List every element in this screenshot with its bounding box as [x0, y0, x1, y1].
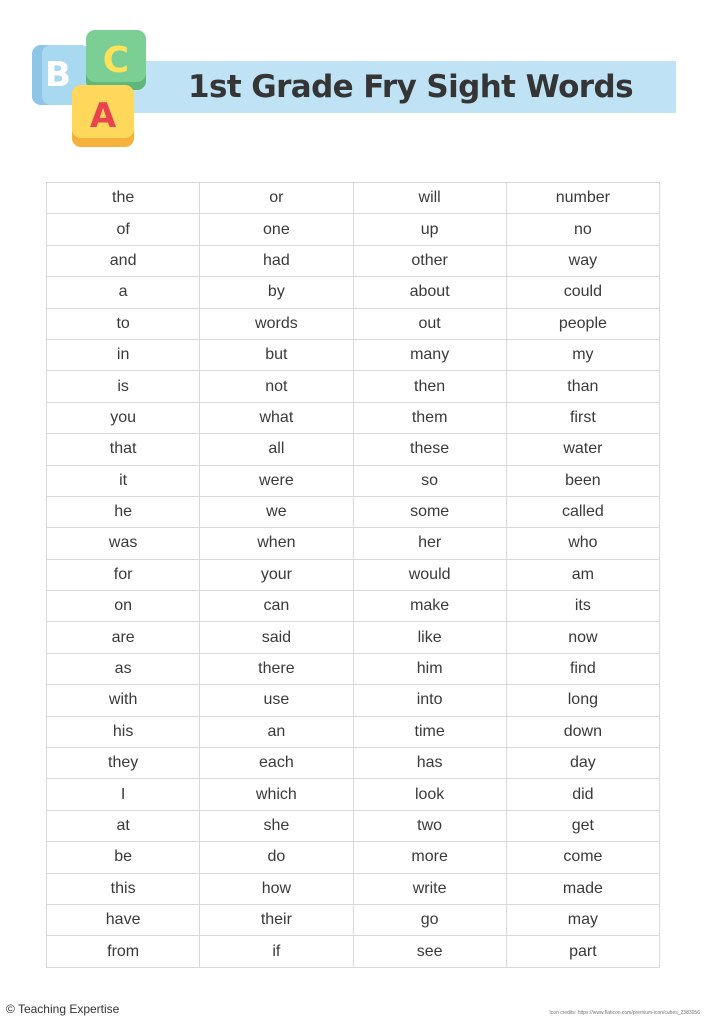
sight-word-cell: use: [200, 685, 353, 716]
table-row: [47, 402, 660, 433]
table-row: [47, 685, 660, 716]
sight-word-cell: number: [506, 183, 659, 214]
sight-word-cell: each: [200, 748, 353, 779]
sight-word-cell: when: [200, 528, 353, 559]
letter-a: A: [89, 96, 117, 136]
sight-word-cell: is: [47, 371, 200, 402]
page-title: 1st Grade Fry Sight Words: [188, 69, 633, 105]
letter-block-c-icon: [86, 30, 146, 90]
sight-word-cell: write: [353, 873, 506, 904]
sight-word-cell: go: [353, 904, 506, 935]
sight-word-cell: no: [506, 214, 659, 245]
sight-word-cell: what: [200, 402, 353, 433]
sight-word-cell: said: [200, 622, 353, 653]
table-row: [47, 339, 660, 370]
sight-word-cell: time: [353, 716, 506, 747]
sight-word-cell: other: [353, 245, 506, 276]
table-row: [47, 716, 660, 747]
table-row: [47, 748, 660, 779]
table-row: [47, 371, 660, 402]
table-row: [47, 465, 660, 496]
sight-word-cell: many: [353, 339, 506, 370]
table-row: [47, 904, 660, 935]
sight-word-cell: she: [200, 810, 353, 841]
sight-word-cell: can: [200, 591, 353, 622]
sight-word-cell: like: [353, 622, 506, 653]
sight-word-cell: or: [200, 183, 353, 214]
table-row: [47, 434, 660, 465]
sight-word-cell: day: [506, 748, 659, 779]
copyright-text: © Teaching Expertise: [6, 1002, 120, 1016]
table-row: [47, 779, 660, 810]
sight-word-cell: their: [200, 904, 353, 935]
sight-word-cell: out: [353, 308, 506, 339]
sight-word-cell: to: [47, 308, 200, 339]
sight-word-cell: some: [353, 496, 506, 527]
sight-word-cell: in: [47, 339, 200, 370]
sight-word-cell: with: [47, 685, 200, 716]
sight-word-cell: and: [47, 245, 200, 276]
sight-word-cell: but: [200, 339, 353, 370]
table-row: [47, 277, 660, 308]
sight-word-cell: were: [200, 465, 353, 496]
table-row: [47, 591, 660, 622]
table-row: [47, 622, 660, 653]
sight-word-cell: water: [506, 434, 659, 465]
sight-word-cell: of: [47, 214, 200, 245]
sight-word-cell: made: [506, 873, 659, 904]
sight-word-cell: more: [353, 842, 506, 873]
sight-word-cell: called: [506, 496, 659, 527]
table-row: [47, 496, 660, 527]
sight-word-cell: these: [353, 434, 506, 465]
sight-word-cell: them: [353, 402, 506, 433]
icon-credits-text: Icon credits: https://www.flaticon.com/premium-icon/cubes_2383056: [549, 1010, 700, 1016]
sight-word-cell: people: [506, 308, 659, 339]
table-row: [47, 873, 660, 904]
sight-word-cell: by: [200, 277, 353, 308]
letter-c: C: [102, 39, 130, 81]
sight-word-cell: your: [200, 559, 353, 590]
sight-word-cell: a: [47, 277, 200, 308]
sight-word-cell: be: [47, 842, 200, 873]
sight-word-cell: will: [353, 183, 506, 214]
sight-word-cell: down: [506, 716, 659, 747]
sight-word-cell: part: [506, 936, 659, 967]
sight-word-cell: has: [353, 748, 506, 779]
sight-word-cell: words: [200, 308, 353, 339]
sight-word-cell: was: [47, 528, 200, 559]
sight-words-table: [46, 182, 660, 968]
sight-word-cell: make: [353, 591, 506, 622]
table-row: [47, 528, 660, 559]
sight-word-cell: that: [47, 434, 200, 465]
sight-word-cell: been: [506, 465, 659, 496]
sight-word-cell: if: [200, 936, 353, 967]
sight-word-cell: are: [47, 622, 200, 653]
sight-word-cell: would: [353, 559, 506, 590]
sight-word-cell: up: [353, 214, 506, 245]
sight-word-cell: its: [506, 591, 659, 622]
letter-block-a-icon: [72, 85, 134, 147]
sight-word-cell: do: [200, 842, 353, 873]
sight-word-cell: on: [47, 591, 200, 622]
table-row: [47, 842, 660, 873]
sight-word-cell: have: [47, 904, 200, 935]
sight-word-cell: about: [353, 277, 506, 308]
sight-word-cell: he: [47, 496, 200, 527]
sight-word-cell: may: [506, 904, 659, 935]
sight-word-cell: see: [353, 936, 506, 967]
sight-word-cell: for: [47, 559, 200, 590]
sight-word-cell: how: [200, 873, 353, 904]
sight-word-cell: who: [506, 528, 659, 559]
sight-word-cell: look: [353, 779, 506, 810]
sight-word-cell: him: [353, 653, 506, 684]
sight-word-cell: which: [200, 779, 353, 810]
sight-word-cell: you: [47, 402, 200, 433]
sight-word-cell: her: [353, 528, 506, 559]
sight-word-cell: they: [47, 748, 200, 779]
table-row: [47, 653, 660, 684]
sight-word-cell: as: [47, 653, 200, 684]
table-row: [47, 936, 660, 967]
sight-word-cell: I: [47, 779, 200, 810]
table-row: [47, 810, 660, 841]
sight-word-cell: get: [506, 810, 659, 841]
table-row: [47, 183, 660, 214]
sight-word-cell: not: [200, 371, 353, 402]
sight-word-cell: his: [47, 716, 200, 747]
sight-word-cell: all: [200, 434, 353, 465]
sight-word-cell: my: [506, 339, 659, 370]
table-row: [47, 214, 660, 245]
sight-words-body: [47, 183, 660, 968]
sight-word-cell: two: [353, 810, 506, 841]
table-row: [47, 308, 660, 339]
sight-word-cell: way: [506, 245, 659, 276]
letter-b: B: [45, 55, 71, 95]
sight-word-cell: we: [200, 496, 353, 527]
table-row: [47, 245, 660, 276]
sight-word-cell: than: [506, 371, 659, 402]
sight-word-cell: so: [353, 465, 506, 496]
sight-word-cell: from: [47, 936, 200, 967]
sight-word-cell: it: [47, 465, 200, 496]
sight-word-cell: could: [506, 277, 659, 308]
sight-word-cell: had: [200, 245, 353, 276]
sight-word-cell: there: [200, 653, 353, 684]
sight-word-cell: this: [47, 873, 200, 904]
sight-word-cell: the: [47, 183, 200, 214]
sight-word-cell: did: [506, 779, 659, 810]
sight-word-cell: find: [506, 653, 659, 684]
sight-word-cell: at: [47, 810, 200, 841]
sight-word-cell: one: [200, 214, 353, 245]
sight-word-cell: long: [506, 685, 659, 716]
sight-word-cell: come: [506, 842, 659, 873]
sight-word-cell: then: [353, 371, 506, 402]
table-row: [47, 559, 660, 590]
sight-word-cell: am: [506, 559, 659, 590]
sight-word-cell: now: [506, 622, 659, 653]
sight-word-cell: an: [200, 716, 353, 747]
sight-word-cell: first: [506, 402, 659, 433]
sight-word-cell: into: [353, 685, 506, 716]
